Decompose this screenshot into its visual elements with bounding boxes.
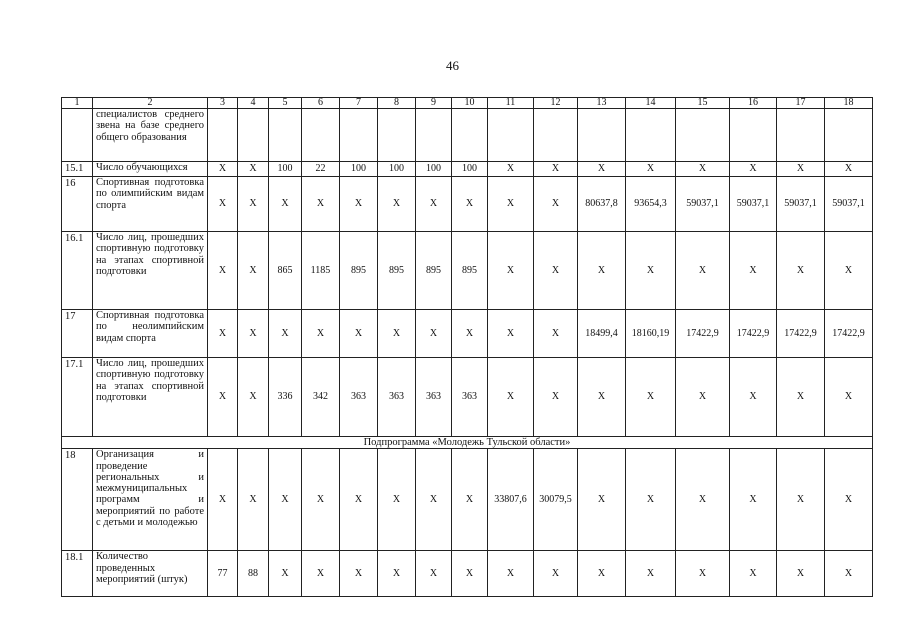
value-cell: X bbox=[238, 232, 269, 310]
table-row bbox=[62, 162, 873, 177]
value-cell: X bbox=[340, 177, 378, 232]
value-cell bbox=[730, 109, 777, 162]
value-cell: X bbox=[208, 449, 238, 551]
row-name: Количество проведенных мероприятий (штук) bbox=[93, 551, 208, 597]
value-cell: X bbox=[302, 177, 340, 232]
value-cell: 100 bbox=[340, 162, 378, 177]
subprogram-row bbox=[62, 437, 873, 449]
value-cell: 363 bbox=[416, 358, 452, 437]
value-cell: X bbox=[534, 358, 578, 437]
row-number: 18 bbox=[62, 449, 93, 551]
value-cell: X bbox=[452, 177, 488, 232]
value-cell: 100 bbox=[416, 162, 452, 177]
value-cell: X bbox=[208, 232, 238, 310]
value-cell: X bbox=[238, 162, 269, 177]
value-cell: X bbox=[378, 551, 416, 597]
value-cell: X bbox=[626, 162, 676, 177]
value-cell: X bbox=[777, 232, 825, 310]
value-cell: 895 bbox=[416, 232, 452, 310]
value-cell: X bbox=[488, 310, 534, 358]
value-cell: 22 bbox=[302, 162, 340, 177]
value-cell: 77 bbox=[208, 551, 238, 597]
row-name: Число лиц, прошедших спортивную подготовку на этапах спортивной подготовки bbox=[93, 232, 208, 310]
value-cell: X bbox=[378, 449, 416, 551]
row-name: Число лиц, прошедших спортивную подготовку на этапах спортивной подготовки bbox=[93, 358, 208, 437]
value-cell: 59037,1 bbox=[730, 177, 777, 232]
header-cell: 8 bbox=[378, 98, 416, 109]
header-cell: 17 bbox=[777, 98, 825, 109]
value-cell: X bbox=[340, 551, 378, 597]
value-cell: X bbox=[777, 358, 825, 437]
value-cell: X bbox=[302, 310, 340, 358]
value-cell: X bbox=[578, 449, 626, 551]
header-cell: 7 bbox=[340, 98, 378, 109]
value-cell: X bbox=[208, 177, 238, 232]
value-cell: X bbox=[488, 232, 534, 310]
value-cell bbox=[302, 109, 340, 162]
value-cell: X bbox=[534, 551, 578, 597]
header-cell: 4 bbox=[238, 98, 269, 109]
header-cell: 15 bbox=[676, 98, 730, 109]
value-cell: 895 bbox=[340, 232, 378, 310]
value-cell: X bbox=[416, 177, 452, 232]
row-name: специалистов среднего звена на базе среднего общего образования bbox=[93, 109, 208, 162]
value-cell: X bbox=[777, 449, 825, 551]
value-cell bbox=[578, 109, 626, 162]
header-cell: 11 bbox=[488, 98, 534, 109]
header-cell: 6 bbox=[302, 98, 340, 109]
value-cell: X bbox=[238, 310, 269, 358]
value-cell: X bbox=[825, 232, 873, 310]
value-cell: X bbox=[452, 310, 488, 358]
value-cell: X bbox=[452, 551, 488, 597]
value-cell: X bbox=[825, 162, 873, 177]
value-cell: 17422,9 bbox=[676, 310, 730, 358]
value-cell: X bbox=[578, 551, 626, 597]
value-cell: 363 bbox=[378, 358, 416, 437]
value-cell: 80637,8 bbox=[578, 177, 626, 232]
value-cell: X bbox=[626, 358, 676, 437]
value-cell: X bbox=[730, 162, 777, 177]
header-cell: 10 bbox=[452, 98, 488, 109]
value-cell: X bbox=[488, 177, 534, 232]
header-cell: 13 bbox=[578, 98, 626, 109]
value-cell: X bbox=[676, 232, 730, 310]
value-cell: X bbox=[534, 232, 578, 310]
subprogram-title: Подпрограмма «Молодежь Тульской области» bbox=[62, 437, 873, 449]
header-row bbox=[62, 98, 873, 109]
value-cell: X bbox=[238, 449, 269, 551]
value-cell: X bbox=[269, 449, 302, 551]
value-cell: X bbox=[238, 358, 269, 437]
value-cell: 895 bbox=[452, 232, 488, 310]
value-cell: X bbox=[269, 551, 302, 597]
header-cell: 12 bbox=[534, 98, 578, 109]
value-cell: X bbox=[777, 551, 825, 597]
value-cell: X bbox=[825, 358, 873, 437]
value-cell: X bbox=[340, 310, 378, 358]
value-cell bbox=[825, 109, 873, 162]
value-cell bbox=[488, 109, 534, 162]
value-cell: 59037,1 bbox=[777, 177, 825, 232]
value-cell: X bbox=[488, 162, 534, 177]
value-cell: X bbox=[676, 551, 730, 597]
value-cell: X bbox=[730, 449, 777, 551]
header-cell: 9 bbox=[416, 98, 452, 109]
table-row bbox=[62, 310, 873, 358]
table-row bbox=[62, 177, 873, 232]
program-table bbox=[61, 97, 873, 597]
value-cell: X bbox=[578, 162, 626, 177]
value-cell: X bbox=[730, 551, 777, 597]
value-cell: 363 bbox=[340, 358, 378, 437]
value-cell: X bbox=[302, 449, 340, 551]
value-cell: X bbox=[378, 177, 416, 232]
value-cell: X bbox=[488, 551, 534, 597]
value-cell: 93654,3 bbox=[626, 177, 676, 232]
value-cell bbox=[452, 109, 488, 162]
value-cell: X bbox=[452, 449, 488, 551]
value-cell: 17422,9 bbox=[825, 310, 873, 358]
value-cell bbox=[416, 109, 452, 162]
value-cell: 363 bbox=[452, 358, 488, 437]
value-cell: 17422,9 bbox=[777, 310, 825, 358]
value-cell: 100 bbox=[269, 162, 302, 177]
value-cell: 895 bbox=[378, 232, 416, 310]
row-number: 15.1 bbox=[62, 162, 93, 177]
value-cell: X bbox=[777, 162, 825, 177]
value-cell: X bbox=[626, 449, 676, 551]
row-name: Число обучающихся bbox=[93, 162, 208, 177]
value-cell: X bbox=[676, 449, 730, 551]
value-cell: X bbox=[269, 310, 302, 358]
value-cell: X bbox=[578, 232, 626, 310]
value-cell: X bbox=[534, 162, 578, 177]
value-cell: X bbox=[378, 310, 416, 358]
value-cell bbox=[676, 109, 730, 162]
value-cell bbox=[534, 109, 578, 162]
value-cell: 336 bbox=[269, 358, 302, 437]
value-cell: X bbox=[730, 232, 777, 310]
value-cell: 59037,1 bbox=[825, 177, 873, 232]
value-cell: X bbox=[534, 177, 578, 232]
value-cell: X bbox=[416, 310, 452, 358]
value-cell bbox=[238, 109, 269, 162]
value-cell bbox=[269, 109, 302, 162]
table-row bbox=[62, 358, 873, 437]
row-number bbox=[62, 109, 93, 162]
value-cell: X bbox=[534, 310, 578, 358]
value-cell: 30079,5 bbox=[534, 449, 578, 551]
value-cell: 17422,9 bbox=[730, 310, 777, 358]
table-row bbox=[62, 232, 873, 310]
row-name: Спортивная подготовка по неолимпийским видам спорта bbox=[93, 310, 208, 358]
value-cell: X bbox=[302, 551, 340, 597]
value-cell: 100 bbox=[452, 162, 488, 177]
value-cell: X bbox=[238, 177, 269, 232]
header-cell: 14 bbox=[626, 98, 676, 109]
table-row bbox=[62, 109, 873, 162]
row-number: 17.1 bbox=[62, 358, 93, 437]
value-cell: 342 bbox=[302, 358, 340, 437]
value-cell: 1185 bbox=[302, 232, 340, 310]
header-cell: 2 bbox=[93, 98, 208, 109]
value-cell: X bbox=[825, 449, 873, 551]
page-number: 46 bbox=[446, 58, 459, 73]
value-cell: X bbox=[488, 358, 534, 437]
value-cell bbox=[626, 109, 676, 162]
value-cell: X bbox=[676, 162, 730, 177]
row-name: Спортивная подготовка по олимпийским видам спорта bbox=[93, 177, 208, 232]
table-row bbox=[62, 551, 873, 597]
value-cell: X bbox=[730, 358, 777, 437]
value-cell: X bbox=[825, 551, 873, 597]
value-cell: X bbox=[208, 310, 238, 358]
header-cell: 3 bbox=[208, 98, 238, 109]
value-cell: 18160,19 bbox=[626, 310, 676, 358]
value-cell: 100 bbox=[378, 162, 416, 177]
value-cell: X bbox=[340, 449, 378, 551]
value-cell: X bbox=[626, 232, 676, 310]
value-cell: X bbox=[416, 449, 452, 551]
header-cell: 16 bbox=[730, 98, 777, 109]
value-cell: 88 bbox=[238, 551, 269, 597]
row-number: 16 bbox=[62, 177, 93, 232]
value-cell: 865 bbox=[269, 232, 302, 310]
value-cell: X bbox=[578, 358, 626, 437]
value-cell bbox=[378, 109, 416, 162]
value-cell: X bbox=[269, 177, 302, 232]
value-cell bbox=[777, 109, 825, 162]
value-cell: X bbox=[626, 551, 676, 597]
value-cell: 33807,6 bbox=[488, 449, 534, 551]
value-cell: X bbox=[208, 358, 238, 437]
value-cell: 18499,4 bbox=[578, 310, 626, 358]
value-cell: X bbox=[416, 551, 452, 597]
header-cell: 18 bbox=[825, 98, 873, 109]
row-name: Организация и проведение региональных и межмуниципальных программ и мероприятий по работе с детьми и молодежью bbox=[93, 449, 208, 551]
value-cell: X bbox=[208, 162, 238, 177]
value-cell: X bbox=[676, 358, 730, 437]
table-row bbox=[62, 449, 873, 551]
row-number: 16.1 bbox=[62, 232, 93, 310]
row-number: 18.1 bbox=[62, 551, 93, 597]
row-number: 17 bbox=[62, 310, 93, 358]
value-cell: 59037,1 bbox=[676, 177, 730, 232]
header-cell: 5 bbox=[269, 98, 302, 109]
value-cell bbox=[340, 109, 378, 162]
header-cell: 1 bbox=[62, 98, 93, 109]
value-cell bbox=[208, 109, 238, 162]
